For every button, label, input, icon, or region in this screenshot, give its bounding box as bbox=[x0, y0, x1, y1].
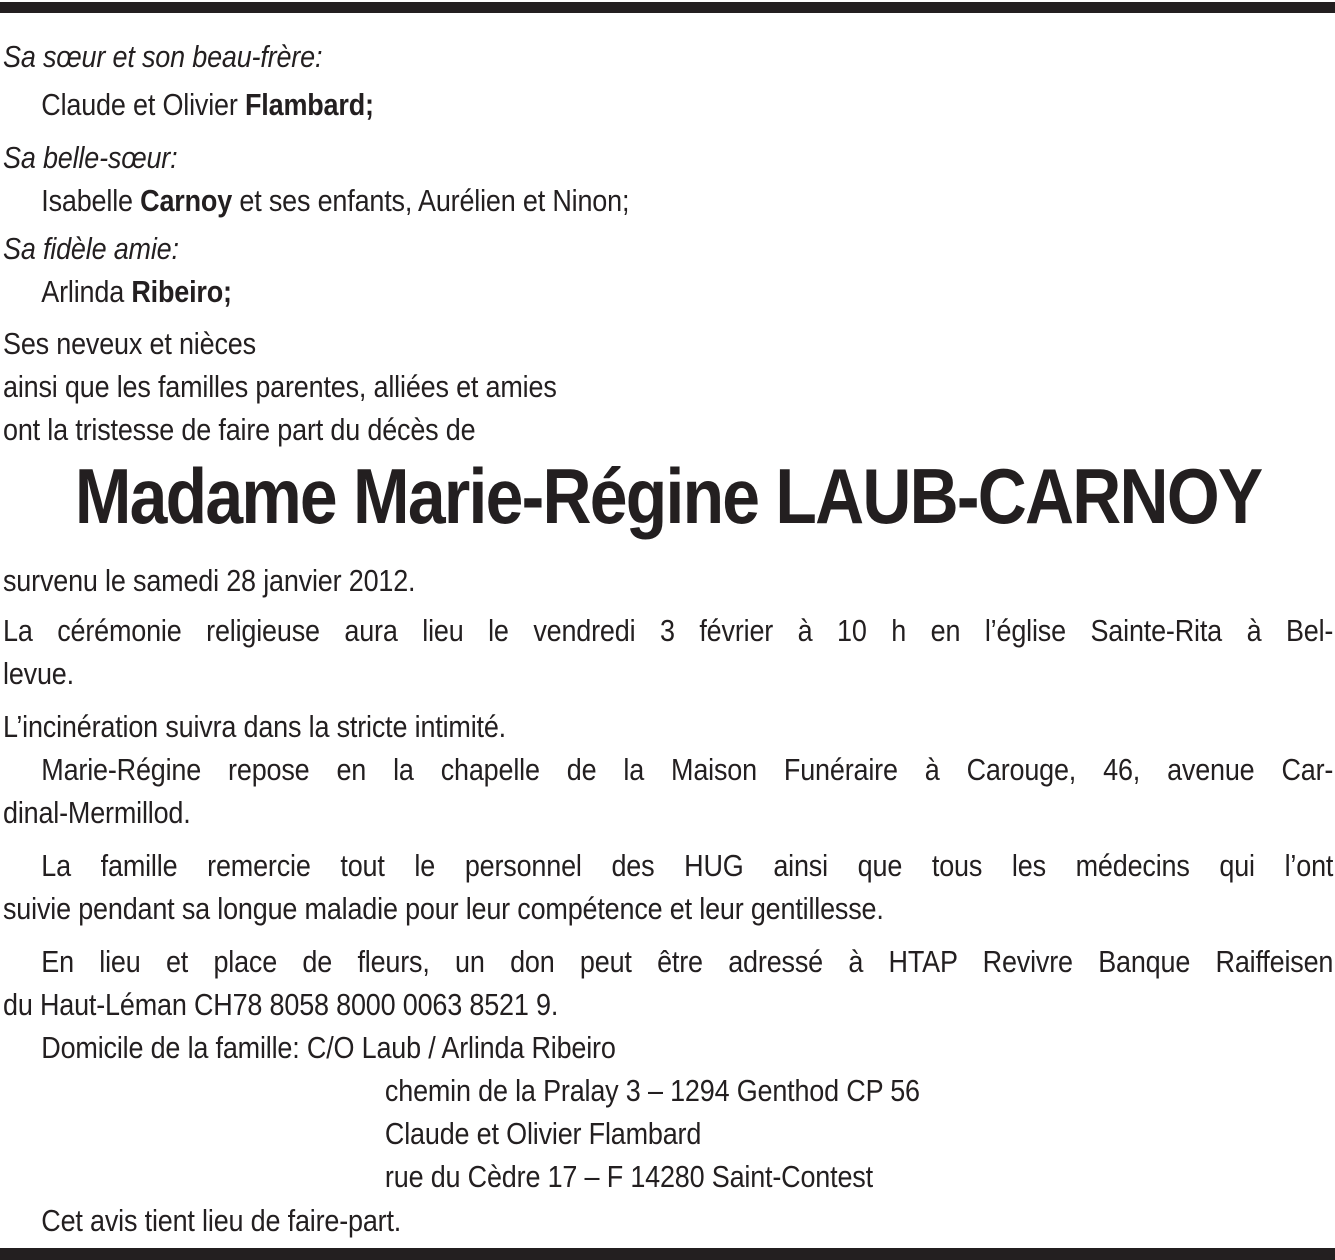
notice-line-25 bbox=[3, 1199, 1333, 1242]
notice-line-6 bbox=[3, 270, 1333, 313]
text-segment: ont la tristesse de faire part du décès de bbox=[3, 412, 476, 447]
text-segment: dinal-Mermillod. bbox=[3, 795, 191, 830]
notice-line-18 bbox=[3, 887, 1333, 930]
text-segment: Sa sœur et son beau-frère: bbox=[3, 39, 323, 74]
text-segment: levue. bbox=[3, 656, 74, 691]
notice-line-1 bbox=[3, 35, 1333, 78]
text-segment: Cet avis tient lieu de faire-part. bbox=[41, 1203, 402, 1238]
emphasized-text: Carnoy bbox=[140, 183, 233, 218]
text-segment: Domicile de la famille: C/O Laub / Arlinda Ribeiro bbox=[41, 1030, 616, 1065]
deceased-name-title bbox=[3, 451, 1333, 541]
text-segment: rue du Cèdre 17 – F 14280 Saint-Contest bbox=[384, 1159, 873, 1194]
text-segment: La cérémonie religieuse aura lieu le vendredi 3 février à 10 h en l’église Sainte-Rita à Bel- bbox=[3, 613, 1334, 648]
emphasized-text: Ribeiro; bbox=[131, 274, 232, 309]
text-segment: Arlinda bbox=[41, 274, 132, 309]
death-notice bbox=[3, 35, 1333, 1242]
text-segment: Sa belle-sœur: bbox=[3, 140, 178, 175]
notice-line-2 bbox=[3, 83, 1333, 126]
notice-line-3 bbox=[3, 136, 1333, 179]
bottom-rule bbox=[0, 1248, 1335, 1260]
text-segment: et ses enfants, Aurélien et Ninon; bbox=[232, 183, 630, 218]
text-segment: Claude et Olivier bbox=[41, 87, 246, 122]
notice-line-4 bbox=[3, 179, 1333, 222]
text-segment: Claude et Olivier Flambard bbox=[384, 1116, 702, 1151]
notice-line-23 bbox=[3, 1112, 1333, 1155]
text-segment: Isabelle bbox=[41, 183, 141, 218]
text-segment: La famille remercie tout le personnel des HUG ainsi que tous les médecins qui l’ont bbox=[41, 848, 1334, 883]
notice-line-5 bbox=[3, 227, 1333, 270]
text-segment: chemin de la Pralay 3 – 1294 Genthod CP 56 bbox=[384, 1073, 920, 1108]
text-segment: En lieu et place de fleurs, un don peut être adressé à HTAP Revivre Banque Raiffeisen bbox=[41, 944, 1334, 979]
notice-line-17 bbox=[3, 844, 1333, 887]
emphasized-text: Madame Marie-Régine LAUB-CARNOY bbox=[74, 452, 1262, 540]
notice-line-20 bbox=[3, 983, 1333, 1026]
text-segment: Ses neveux et nièces bbox=[3, 326, 256, 361]
text-segment: suivie pendant sa longue maladie pour leur compétence et leur gentillesse. bbox=[3, 891, 884, 926]
text-segment: survenu le samedi 28 janvier 2012. bbox=[3, 563, 416, 598]
text-segment: L’incinération suivra dans la stricte intimité. bbox=[3, 709, 506, 744]
notice-line-7 bbox=[3, 322, 1333, 365]
notice-line-19 bbox=[3, 940, 1333, 983]
notice-line-21 bbox=[3, 1026, 1333, 1069]
top-rule bbox=[0, 2, 1335, 13]
text-segment: ainsi que les familles parentes, alliées et amies bbox=[3, 369, 557, 404]
notice-line-22 bbox=[3, 1069, 1333, 1112]
notice-line-9 bbox=[3, 408, 1333, 451]
notice-line-16 bbox=[3, 791, 1333, 834]
text-segment: Marie-Régine repose en la chapelle de la Maison Funéraire à Carouge, 46, avenue Car- bbox=[41, 752, 1334, 787]
text-segment: du Haut-Léman CH78 8058 8000 0063 8521 9. bbox=[3, 987, 559, 1022]
notice-line-8 bbox=[3, 365, 1333, 408]
notice-line-11 bbox=[3, 559, 1333, 602]
notice-line-13 bbox=[3, 652, 1333, 695]
notice-line-15 bbox=[3, 748, 1333, 791]
notice-line-14 bbox=[3, 705, 1333, 748]
text-segment: Sa fidèle amie: bbox=[3, 231, 179, 266]
emphasized-text: Flambard; bbox=[245, 87, 374, 122]
notice-line-24 bbox=[3, 1155, 1333, 1198]
notice-line-12 bbox=[3, 609, 1333, 652]
